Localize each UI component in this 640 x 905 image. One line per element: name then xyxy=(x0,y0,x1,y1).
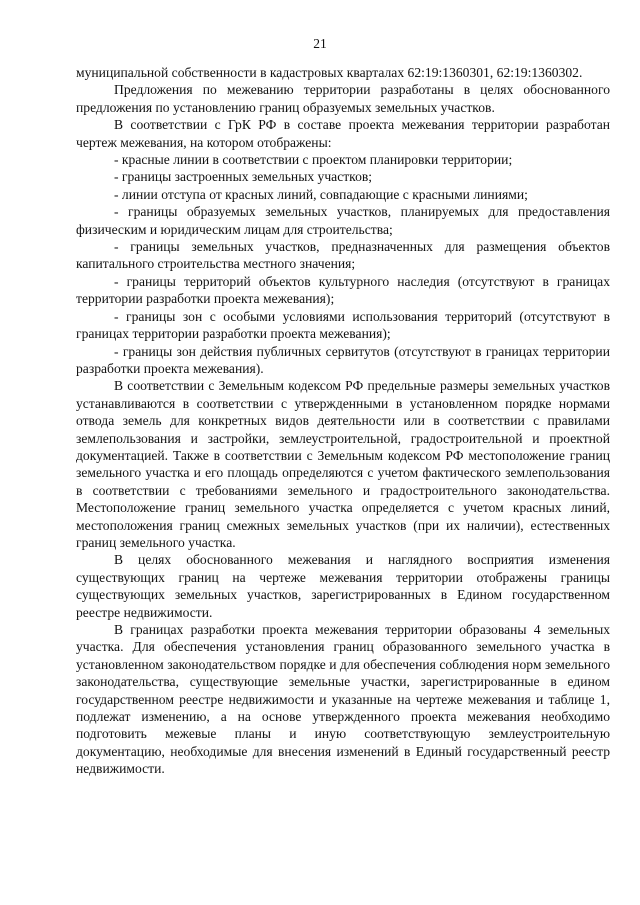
list-item-built-plots: - границы застроенных земельных участков; xyxy=(114,169,373,185)
list-item-red-lines: - красные линии в соответствии с проектом планировки территории; xyxy=(114,152,513,168)
paragraph-2: Предложения по межеванию территории разработаны в целях обоснованного предложения по установлению границ образуемых земельных участков. xyxy=(76,82,610,115)
list-item-capital-objects: - границы земельных участков, предназначенных для размещения объектов капитального строительства местного значения; xyxy=(76,239,610,272)
paragraph-3: В соответствии с ГрК РФ в составе проекта межевания территории разработан чертеж межевания, на котором отображены: xyxy=(76,117,610,150)
list-item-special-zones: - границы зон с особыми условиями использования территорий (отсутствуют в границах территории разработки проекта межевания); xyxy=(76,308,610,342)
body-text xyxy=(76,64,610,778)
paragraph-formed-plots: В границах разработки проекта межевания территории образованы 4 земельных участка. Для обеспечения установления границ образованного земельного участка в установленном законодательством порядке и для обеспечения соблюдения норм земельного законодательства, существующие земельные участки, зарегистрированные в едином государственном реестре недвижимости и указанные на чертеже межевания и таблице 1, подлежат изменению, а на основе утвержденного проекта межевания необходимо подготовить межевые планы и иную соответствующую землеустроительную документацию, необходимые для внесения изменений в Единый государственный реестр недвижимости. xyxy=(76,622,610,777)
paragraph-land-code: В соответствии с Земельным кодексом РФ предельные размеры земельных участков устанавливаются в соответствии с утвержденными в установленном порядке нормами отвода земель для конкретных видов деятельности или в соответствии с правилами землепользования и застройки, землеустроительной, градостроительной и проектной документацией. Также в соответствии с Земельным кодексом РФ местоположение границ земельного участка и его площадь определяются с учетом фактического землепользования в соответствии с требованиями земельного и градостроительного законодательства. Местоположение границ земельного участка определяется с учетом красных линий, местоположения границ смежных земельных участков (при их наличии), естественных границ земельного участка. xyxy=(76,378,610,550)
list-item-easements: - границы зон действия публичных сервитутов (отсутствуют в границах территории разработки проекта межевания). xyxy=(76,343,610,376)
list-item-new-plots: - границы образуемых земельных участков, планируемых для предоставления физическим и юридическим лицам для строительства; xyxy=(76,204,610,237)
paragraph-1: муниципальной собственности в кадастровых кварталах 62:19:1360301, 62:19:1360302. xyxy=(76,65,583,80)
list-item-cultural-heritage: - границы территорий объектов культурного наследия (отсутствуют в границах территории разработки проекта межевания); xyxy=(76,273,610,307)
page-number: 21 xyxy=(313,36,327,51)
paragraph-existing-borders: В целях обоснованного межевания и наглядного восприятия изменения существующих границ на чертеже межевания территории отображены границы существующих земельных участков, зарегистрированных в Едином государственном реестре недвижимости. xyxy=(76,552,610,620)
list-item-setback-lines: - линии отступа от красных линий, совпадающие с красными линиями; xyxy=(114,186,528,202)
